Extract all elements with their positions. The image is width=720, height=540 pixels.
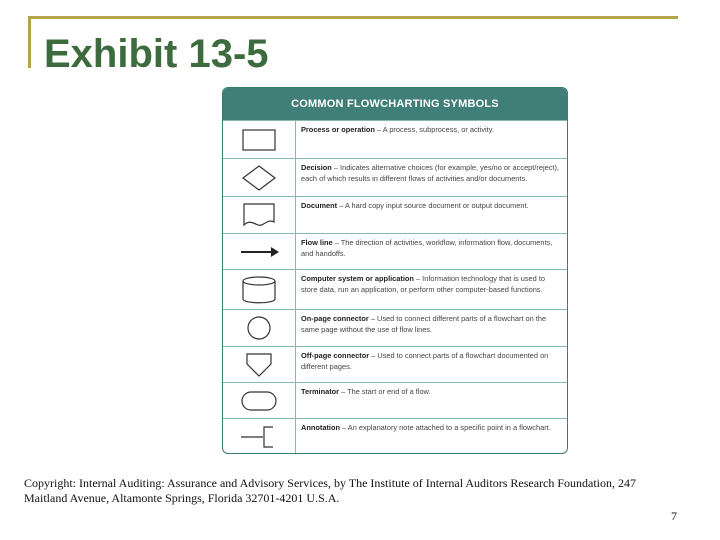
table-row-on-page-connector	[223, 309, 567, 346]
off-page-connector-icon	[223, 347, 296, 382]
flowchart-symbols-table	[222, 87, 568, 454]
symbol-name: Terminator	[301, 387, 340, 396]
symbol-text: – The start or end of a flow.	[339, 387, 431, 396]
computer-system-cylinder-icon	[223, 270, 296, 309]
flow-line-arrow-icon	[223, 234, 296, 269]
table-row-computer-system	[223, 269, 567, 309]
table-row-terminator	[223, 382, 567, 418]
table-row-process	[223, 120, 567, 158]
decorative-frame-top	[28, 16, 678, 19]
copyright-text: Copyright: Internal Auditing: Assurance and Advisory Services, by The Institute of Internal Auditors Research Foundation, 247 Maitland Avenue, Altamonte Springs, Florida 32701-4201 U.S.A.	[24, 476, 637, 505]
symbol-name: Flow line	[301, 238, 333, 247]
row-description	[296, 383, 567, 418]
symbol-text: – Indicates alternative choices (for example, yes/no or accept/reject), each of which results in different flows of activities and/or documents.	[301, 163, 559, 183]
table-row-flow-line	[223, 233, 567, 269]
symbol-name: Decision	[301, 163, 332, 172]
row-description	[296, 270, 567, 309]
symbol-name: Annotation	[301, 423, 340, 432]
symbol-name: Off-page connector	[301, 351, 370, 360]
symbol-text: – The direction of activities, workflow, information flow, documents, and handoffs.	[301, 238, 553, 258]
row-description	[296, 234, 567, 269]
symbol-name: Computer system or application	[301, 274, 414, 283]
row-description	[296, 347, 567, 382]
table-row-annotation	[223, 418, 567, 454]
table-row-decision	[223, 158, 567, 196]
symbol-text: – Used to connect different parts of a flowchart on the same page without the use of flow lines.	[301, 314, 547, 334]
slide-title: Exhibit 13-5	[44, 32, 269, 76]
on-page-connector-circle-icon	[223, 310, 296, 346]
document-icon	[223, 197, 296, 233]
symbol-text: – Information technology that is used to store data, run an application, or perform other computer-based functions.	[301, 274, 545, 294]
table-row-document	[223, 196, 567, 233]
decorative-frame-left	[28, 16, 31, 68]
symbol-name: Document	[301, 201, 338, 210]
row-description	[296, 310, 567, 346]
symbol-text: – A process, subprocess, or activity.	[374, 125, 494, 134]
symbol-name: Process or operation	[301, 125, 375, 134]
row-description	[296, 121, 567, 158]
symbol-text: – Used to connect parts of a flowchart documented on different pages.	[301, 351, 549, 371]
row-description	[296, 197, 567, 233]
table-header: COMMON FLOWCHARTING SYMBOLS	[223, 88, 567, 120]
decision-diamond-icon	[223, 159, 296, 196]
row-description	[296, 419, 567, 454]
page-number: 7	[671, 509, 677, 523]
symbol-text: – A hard copy input source document or output document.	[337, 201, 529, 210]
symbol-name: On-page connector	[301, 314, 369, 323]
terminator-oval-icon	[223, 383, 296, 418]
annotation-bracket-icon	[223, 419, 296, 454]
table-row-off-page-connector	[223, 346, 567, 382]
row-description	[296, 159, 567, 196]
process-rectangle-icon	[223, 121, 296, 158]
symbol-text: – An explanatory note attached to a specific point in a flowchart.	[340, 423, 551, 432]
